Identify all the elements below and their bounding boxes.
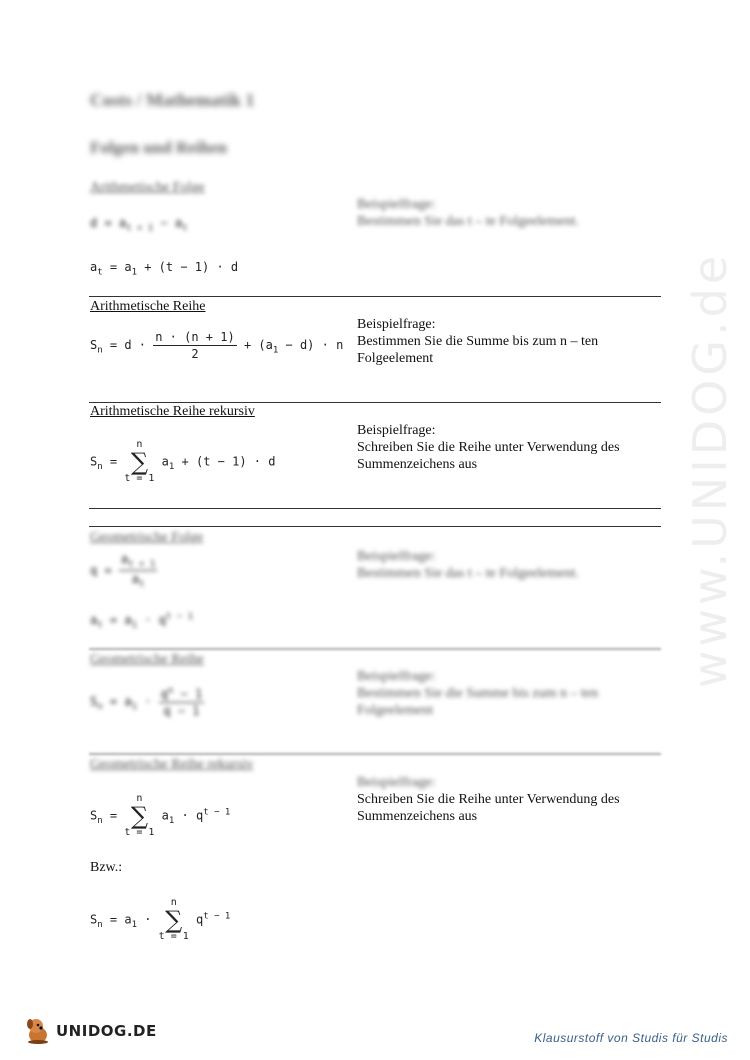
page-subtitle: Folgen und Reihen	[90, 138, 227, 157]
section-heading: Geometrische Reihe	[90, 652, 204, 667]
divider	[89, 648, 661, 650]
section-heading: Arithmetische Reihe rekursiv	[90, 404, 255, 419]
divider	[89, 526, 661, 527]
formula-sn-geo-sum: $S_n$ = n ∑ t = 1 $a_1 \cdot q^{t - 1}$	[90, 793, 231, 838]
divider	[89, 753, 661, 755]
divider	[89, 296, 661, 297]
formula-sn-geo: $S_n = a_1$ · $\frac{q^n - 1}{q - 1}$	[90, 686, 203, 718]
formula-sn-sum: $S_n$ = n ∑ t = 1 $a_1 + (t - 1) \cdot d$	[90, 439, 276, 484]
question-label: Beispielfrage:	[357, 317, 436, 332]
sum-symbol: n ∑ t = 1	[124, 439, 155, 484]
formula-sn-geo-alt: $S_n = a_1$ · n ∑ t = 1 $q^{t - 1}$	[90, 897, 231, 942]
section-heading: Arithmetische Reihe	[90, 299, 206, 314]
logo-text: UNIDOG.DE	[56, 1022, 157, 1040]
dog-icon	[22, 1015, 54, 1047]
question-label: Beispielfrage:	[357, 669, 436, 684]
section-heading: Geometrische Reihe rekursiv	[90, 757, 254, 772]
sum-symbol: n ∑ t = 1	[158, 897, 189, 942]
formula-d: $d = a_{t + 1} - a_t$	[90, 216, 188, 234]
question-block	[357, 774, 657, 825]
section-heading: Geometrische Folge	[90, 530, 204, 545]
formula-sn-arith: $S_n = d$ · $\frac{n \cdot (n + 1)}{2}$ + $(a_1 - d) \cdot n$	[90, 330, 344, 361]
question-label: Beispielfrage:	[357, 197, 436, 212]
sum-symbol: n ∑ t = 1	[124, 793, 155, 838]
watermark: www.UNIDOG.de	[683, 251, 737, 689]
formula-q: q = $\frac{a_{t + 1}}{a_t}$	[90, 552, 156, 590]
question-label: Beispielfrage:	[357, 549, 436, 564]
question-block	[357, 196, 657, 230]
formula-at: $a_t = a_1 + (t - 1) \cdot d$	[90, 260, 239, 278]
question-text: Bestimmen Sie die Summe bis zum n – ten Folgeelement	[357, 686, 599, 718]
divider	[89, 508, 661, 509]
section-heading: Arithmetische Folge	[90, 180, 205, 195]
question-block	[357, 316, 657, 367]
unidog-logo[interactable]	[22, 1015, 157, 1047]
formula-at-geo: $a_t = a_1 \cdot q^{t - 1}$	[90, 612, 193, 631]
question-label: Beispielfrage:	[357, 775, 436, 790]
question-block	[357, 668, 657, 719]
question-block	[357, 422, 657, 473]
divider	[89, 402, 661, 403]
question-text: Schreiben Sie die Reihe unter Verwendung des Summenzeichens aus	[357, 792, 620, 824]
page-title: Costs / Mathematik 1	[90, 90, 255, 110]
bzw-label: Bzw.:	[90, 860, 123, 875]
question-text: Schreiben Sie die Reihe unter Verwendung des Summenzeichens aus	[357, 440, 620, 472]
footer-tagline: Klausurstoff von Studis für Studis	[534, 1031, 728, 1045]
question-text: Bestimmen Sie das t – te Folgeelement.	[357, 566, 580, 581]
question-label: Beispielfrage:	[357, 423, 436, 438]
question-block	[357, 548, 657, 582]
question-text: Bestimmen Sie das t – te Folgeelement.	[357, 214, 580, 229]
question-text: Bestimmen Sie die Summe bis zum n – ten Folgeelement	[357, 334, 599, 366]
